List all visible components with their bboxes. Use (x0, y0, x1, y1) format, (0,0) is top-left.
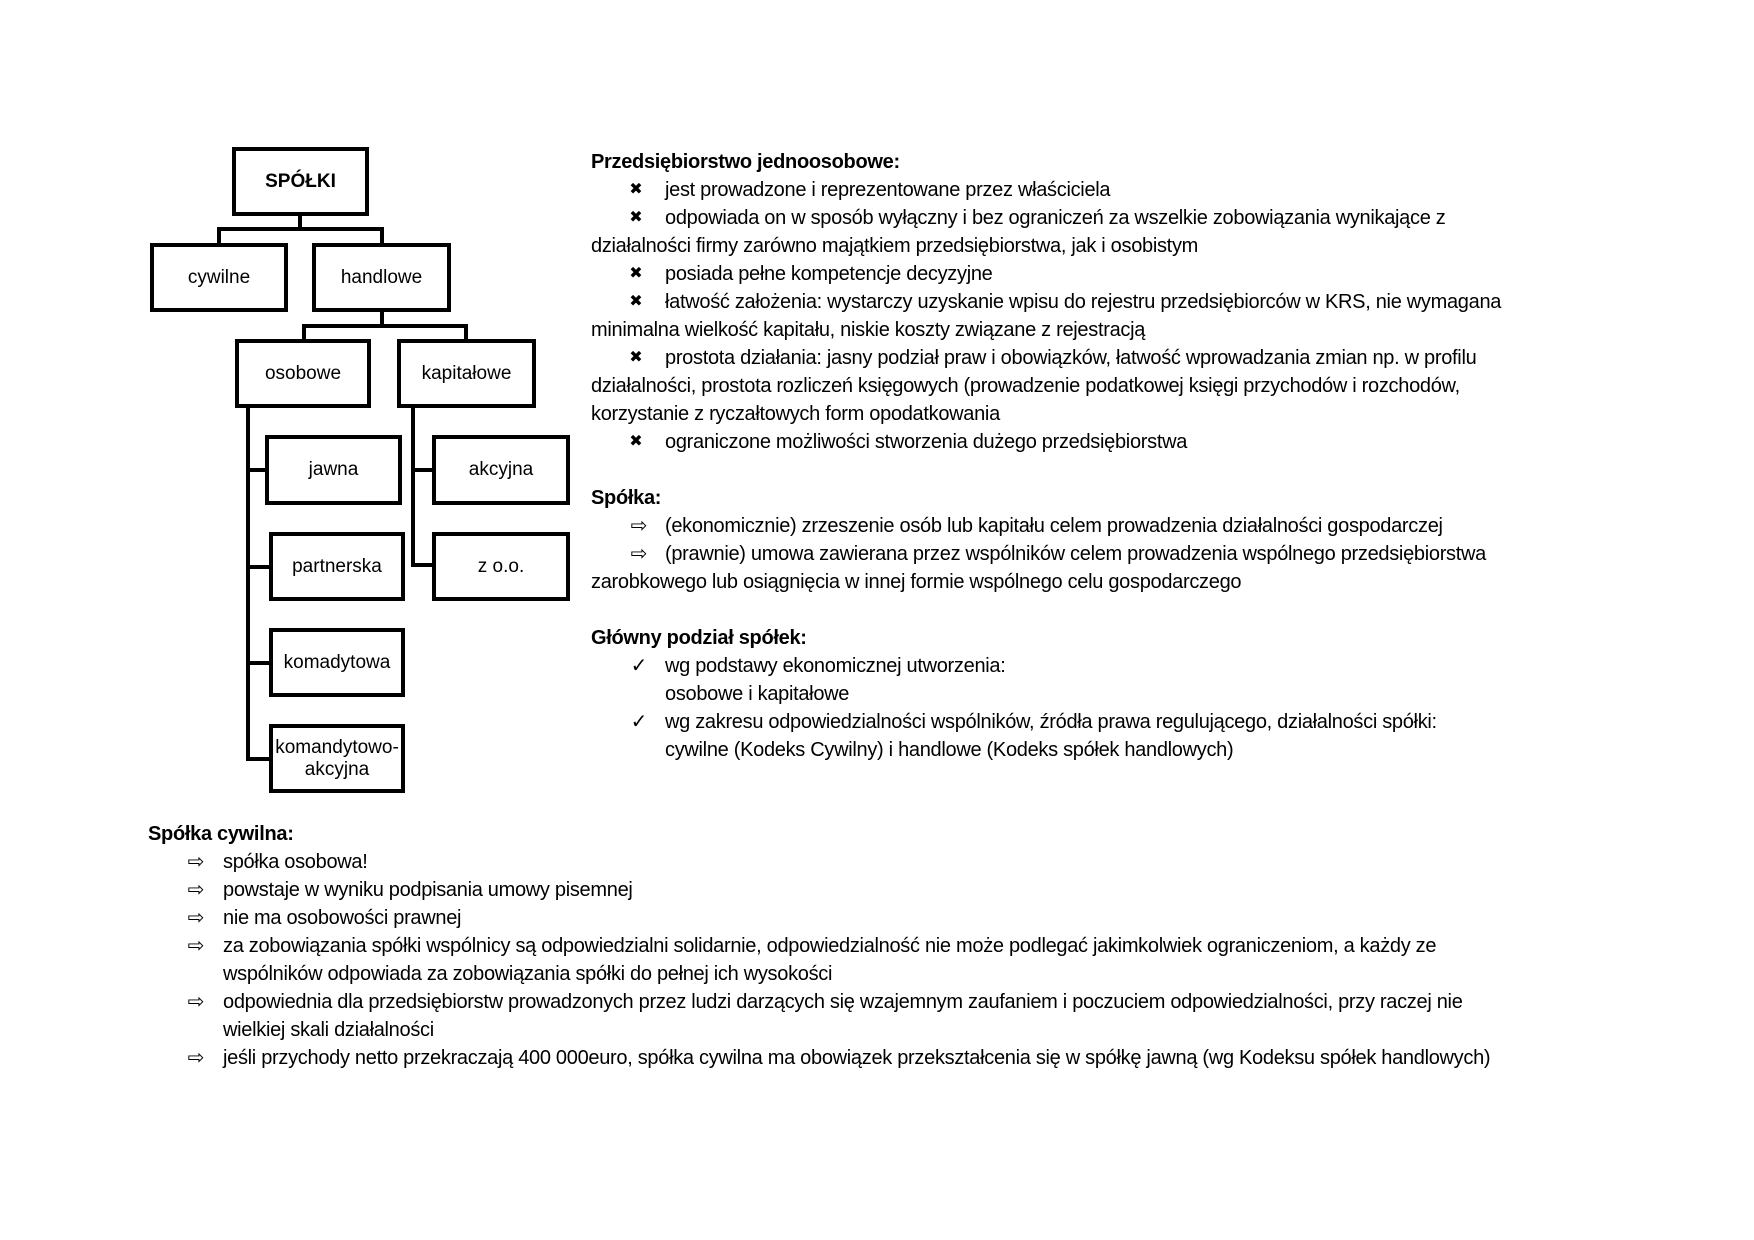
list-item: (ekonomicznie) zrzeszenie osób lub kapitału celem prowadzenia działalności gospodarczej (665, 515, 1443, 537)
connector (411, 563, 433, 567)
chart-node-kapitalowe: kapitałowe (397, 339, 536, 408)
list-item: (prawnie) umowa zawierana przez wspólników celem prowadzenia wspólnego przedsiębiorstwa (665, 543, 1486, 565)
list-item-continuation: działalności firmy zarówno majątkiem przedsiębiorstwa, jak i osobistym (591, 235, 1198, 257)
list-item-continuation: minimalna wielkość kapitału, niskie koszty związane z rejestracją (591, 319, 1146, 341)
list-item: powstaje w wyniku podpisania umowy pisemnej (223, 879, 633, 901)
section-heading: Przedsiębiorstwo jednoosobowe: (591, 151, 900, 173)
list-item: wg zakresu odpowiedzialności wspólników, źródła prawa regulującego, działalności spółki: (665, 711, 1437, 733)
chart-node-jawna: jawna (265, 435, 402, 505)
connector (246, 757, 270, 761)
list-item-continuation: zarobkowego lub osiągnięcia w innej formie wspólnego celu gospodarczego (591, 571, 1242, 593)
connector (246, 408, 250, 761)
chart-node-spolki: SPÓŁKI (232, 147, 369, 216)
list-item-continuation: korzystanie z ryczałtowych form opodatkowania (591, 403, 1000, 425)
chart-node-osobowe: osobowe (235, 339, 371, 408)
arrow-bullet-icon: ⇨ (630, 515, 648, 537)
connector (302, 324, 306, 339)
cross-bullet-icon: ✖ (629, 293, 643, 310)
arrow-bullet-icon: ⇨ (187, 879, 205, 901)
section-heading: Spółka cywilna: (148, 823, 294, 845)
connector (246, 468, 266, 472)
arrow-bullet-icon: ⇨ (187, 851, 205, 873)
chart-node-komadytowa: komadytowa (269, 628, 405, 697)
connector (411, 408, 415, 567)
arrow-bullet-icon: ⇨ (187, 1047, 205, 1069)
list-item: jeśli przychody netto przekraczają 400 000euro, spółka cywilna ma obowiązek przekształcenia się w spółkę jawną (wg Kodeksu spółek handlowych) (223, 1047, 1491, 1069)
connector (302, 324, 468, 328)
list-item: wg podstawy ekonomicznej utworzenia: (665, 655, 1006, 677)
list-item: nie ma osobowości prawnej (223, 907, 462, 929)
section-heading: Spółka: (591, 487, 662, 509)
chart-node-cywilne: cywilne (150, 243, 288, 312)
list-item: posiada pełne kompetencje decyzyjne (665, 263, 993, 285)
list-item-continuation: osobowe i kapitałowe (665, 683, 850, 705)
chart-node-zoo: z o.o. (432, 532, 570, 601)
list-item: odpowiada on w sposób wyłączny i bez ograniczeń za wszelkie zobowiązania wynikające z (665, 207, 1446, 229)
chart-node-handlowe: handlowe (312, 243, 451, 312)
connector (217, 227, 221, 243)
checkmark-icon: ✓ (630, 711, 648, 733)
list-item-continuation: cywilne (Kodeks Cywilny) i handlowe (Kodeks spółek handlowych) (665, 739, 1234, 761)
connector (464, 324, 468, 339)
arrow-bullet-icon: ⇨ (187, 991, 205, 1013)
connector (380, 227, 384, 243)
list-item: za zobowiązania spółki wspólnicy są odpowiedzialni solidarnie, odpowiedzialność nie może podlegać jakimkolwiek ograniczeniom, a każdy ze (223, 935, 1437, 957)
list-item: jest prowadzone i reprezentowane przez właściciela (665, 179, 1111, 201)
connector (217, 227, 384, 231)
cross-bullet-icon: ✖ (629, 265, 643, 282)
connector (246, 661, 270, 665)
list-item-continuation: działalności, prostota rozliczeń księgowych (prowadzenie podatkowej księgi przychodów i rozchodów, (591, 375, 1460, 397)
list-item: prostota działania: jasny podział praw i obowiązków, łatwość wprowadzania zmian np. w profilu (665, 347, 1477, 369)
checkmark-icon: ✓ (630, 655, 648, 677)
arrow-bullet-icon: ⇨ (630, 543, 648, 565)
list-item: odpowiednia dla przedsiębiorstw prowadzonych przez ludzi darzących się wzajemnym zaufaniem i poczuciem odpowiedzialności, przy raczej nie (223, 991, 1463, 1013)
arrow-bullet-icon: ⇨ (187, 935, 205, 957)
list-item-continuation: wspólników odpowiada za zobowiązania spółki do pełnej ich wysokości (223, 963, 833, 985)
list-item: ograniczone możliwości stworzenia dużego przedsiębiorstwa (665, 431, 1188, 453)
cross-bullet-icon: ✖ (629, 209, 643, 226)
list-item: spółka osobowa! (223, 851, 368, 873)
list-item-continuation: wielkiej skali działalności (223, 1019, 434, 1041)
connector (246, 565, 270, 569)
chart-node-akcyjna: akcyjna (432, 435, 570, 505)
chart-node-partnerska: partnerska (269, 532, 405, 601)
connector (411, 468, 433, 472)
section-heading: Główny podział spółek: (591, 627, 807, 649)
cross-bullet-icon: ✖ (629, 181, 643, 198)
list-item: łatwość założenia: wystarczy uzyskanie wpisu do rejestru przedsiębiorców w KRS, nie wymagana (665, 291, 1502, 313)
cross-bullet-icon: ✖ (629, 349, 643, 366)
chart-node-komandytowo-akcyjna: komandytowo-akcyjna (269, 724, 405, 793)
cross-bullet-icon: ✖ (629, 433, 643, 450)
arrow-bullet-icon: ⇨ (187, 907, 205, 929)
